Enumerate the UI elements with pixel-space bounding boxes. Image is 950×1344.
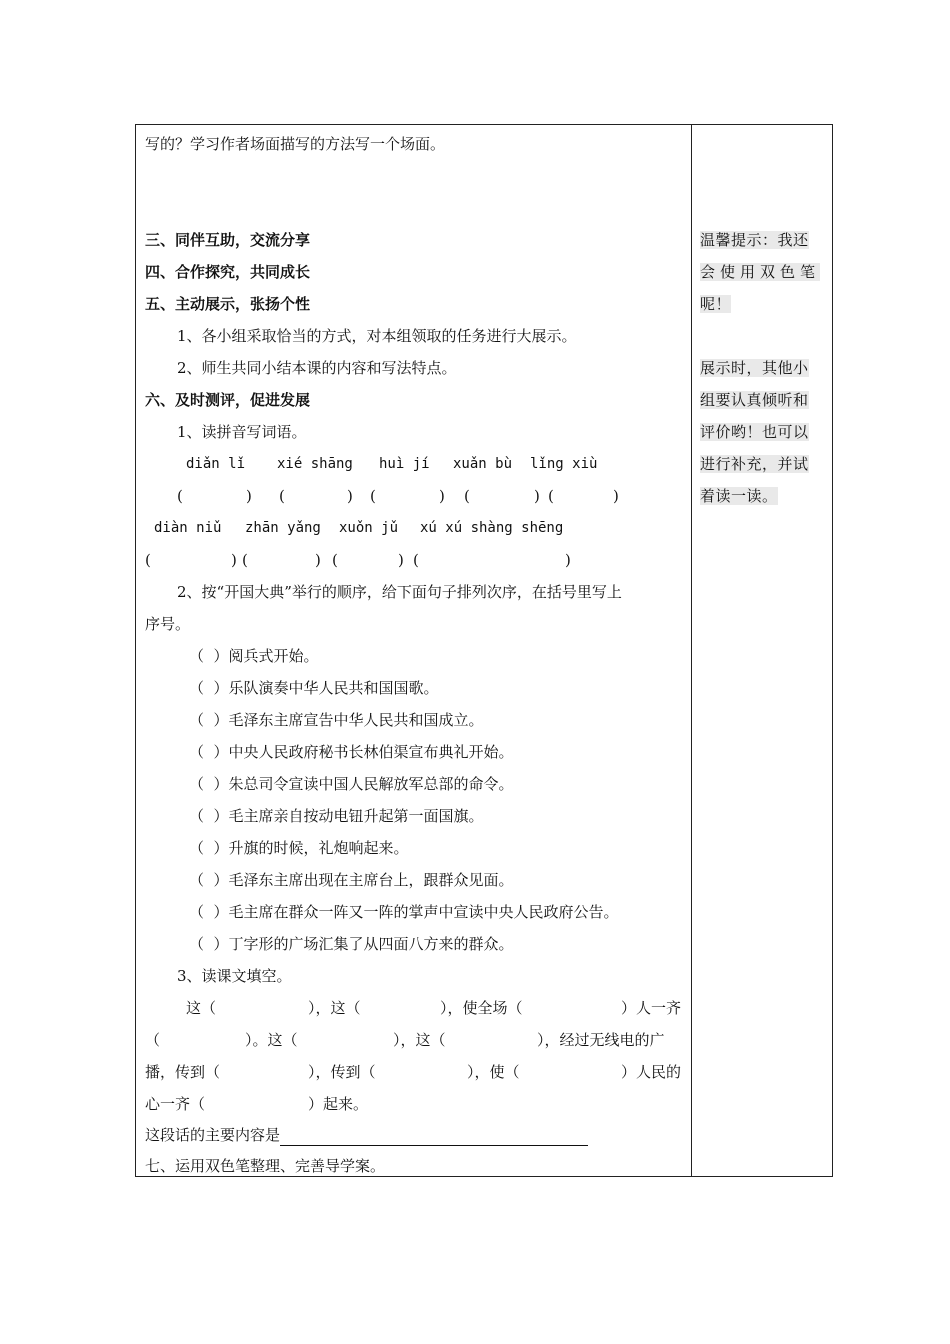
tip-line: 呢！ <box>700 295 732 313</box>
order-item-text: 阅兵式开始。 <box>228 647 319 665</box>
answer-bracket[interactable]: ( <box>332 551 338 569</box>
order-item-text: 乐队演奏中华人民共和国国歌。 <box>228 679 439 697</box>
order-item: （ ）毛泽东主席出现在主席台上，跟群众见面。 <box>189 871 514 889</box>
section-4-heading: 四、合作探究，共同成长 <box>145 263 311 281</box>
fill-blank-text: ）人一齐 <box>621 999 682 1017</box>
pinyin: xú xú shàng shēng <box>420 520 564 536</box>
section-5-item: 1、各小组采取恰当的方式，对本组领取的任务进行大展示。 <box>177 327 577 345</box>
answer-bracket[interactable]: ( <box>177 487 183 505</box>
fill-blank-text: ）人民的 <box>621 1063 682 1081</box>
pinyin: xuǒn jǔ <box>339 520 399 536</box>
order-item: （ ）升旗的时候，礼炮响起来。 <box>189 839 409 857</box>
pinyin: diàn niǔ <box>154 520 222 536</box>
order-item: （ ）毛主席在群众一阵又一阵的掌声中宣读中央人民政府公告。 <box>189 903 619 921</box>
answer-bracket[interactable]: ( <box>548 487 554 505</box>
section-6-heading: 六、及时测评，促进发展 <box>145 391 311 409</box>
fill-blank-text: ），这（ <box>393 1031 446 1049</box>
pinyin: lǐng xiù <box>530 456 598 472</box>
order-item: （ ）朱总司令宣读中国人民解放军总部的命令。 <box>189 775 514 793</box>
answer-bracket[interactable]: ( <box>279 487 285 505</box>
order-item-text: 毛主席在群众一阵又一阵的掌声中宣读中央人民政府公告。 <box>228 903 619 921</box>
answer-bracket: ) <box>315 551 321 569</box>
fill-blank-text: 心一齐（ <box>145 1095 206 1113</box>
tip-line: 会使用双色笔 <box>700 263 821 281</box>
order-item-text: 毛泽东主席宣告中华人民共和国成立。 <box>228 711 484 729</box>
answer-bracket: ) <box>398 551 404 569</box>
fill-blank-text: 播，传到（ <box>145 1063 221 1081</box>
fill-blank-text: ），使全场（ <box>440 999 523 1017</box>
answer-bracket: ) <box>231 551 237 569</box>
summary-label: 这段话的主要内容是 <box>145 1126 281 1144</box>
summary-line <box>145 1124 588 1146</box>
fill-blank-text: ）。这（ <box>245 1031 298 1049</box>
q2-title: 2、按“开国大典”举行的顺序，给下面句子排列次序，在括号里写上 <box>177 583 622 601</box>
fill-blank-text: （ <box>145 1031 161 1049</box>
pinyin: zhān yǎng <box>245 520 321 536</box>
answer-bracket: ) <box>613 487 619 505</box>
order-item: （ ）乐队演奏中华人民共和国国歌。 <box>189 679 439 697</box>
answer-bracket: ) <box>534 487 540 505</box>
fill-blank-text: 这（ <box>186 999 217 1017</box>
answer-bracket[interactable]: ( <box>413 551 419 569</box>
answer-bracket: ) <box>347 487 353 505</box>
order-item-text: 毛泽东主席出现在主席台上，跟群众见面。 <box>228 871 514 889</box>
order-item-text: 丁字形的广场汇集了从四面八方来的群众。 <box>228 935 514 953</box>
answer-bracket[interactable]: ( <box>370 487 376 505</box>
order-item-text: 毛主席亲自按动电钮升起第一面国旗。 <box>228 807 484 825</box>
pinyin: xié shāng <box>277 456 353 472</box>
fill-blank-text: ），经过无线电的广 <box>537 1031 665 1049</box>
order-item: （ ）毛泽东主席宣告中华人民共和国成立。 <box>189 711 484 729</box>
summary-answer-line[interactable] <box>280 1129 588 1146</box>
answer-bracket[interactable]: ( <box>145 551 151 569</box>
fill-blank-text: ），这（ <box>308 999 361 1017</box>
order-item-text: 升旗的时候，礼炮响起来。 <box>228 839 409 857</box>
pinyin: huì jí <box>379 456 430 472</box>
q3-title: 3、读课文填空。 <box>177 967 292 985</box>
section-5-heading: 五、主动展示，张扬个性 <box>145 295 311 313</box>
answer-bracket: ) <box>439 487 445 505</box>
fill-blank-text: ），传到（ <box>308 1063 376 1081</box>
section-3-heading: 三、同伴互助，交流分享 <box>145 231 311 249</box>
order-item: （ ）阅兵式开始。 <box>189 647 319 665</box>
tip-line: 温馨提示：我还 <box>700 231 809 249</box>
section-5-item: 2、师生共同小结本课的内容和写法特点。 <box>177 359 457 377</box>
fill-blank-text: ）起来。 <box>308 1095 369 1113</box>
answer-bracket: ) <box>246 487 252 505</box>
tip-line: 进行补充，并试 <box>700 455 809 473</box>
q2-title: 序号。 <box>145 615 191 633</box>
order-item-text: 中央人民政府秘书长林伯渠宣布典礼开始。 <box>228 743 514 761</box>
tip-line: 着读一读。 <box>700 487 778 505</box>
tip-line: 组要认真倾听和 <box>700 391 809 409</box>
intro-line: 写的？学习作者场面描写的方法写一个场面。 <box>145 135 446 153</box>
order-item: （ ）丁字形的广场汇集了从四面八方来的群众。 <box>189 935 514 953</box>
order-item-text: 朱总司令宣读中国人民解放军总部的命令。 <box>228 775 514 793</box>
tip-line: 展示时，其他小 <box>700 359 809 377</box>
fill-blank-text: ），使（ <box>467 1063 520 1081</box>
answer-bracket[interactable]: ( <box>464 487 470 505</box>
answer-bracket[interactable]: ( <box>242 551 248 569</box>
pinyin: xuǎn bù <box>453 456 513 472</box>
answer-bracket: ) <box>565 551 571 569</box>
order-item: （ ）中央人民政府秘书长林伯渠宣布典礼开始。 <box>189 743 514 761</box>
column-divider <box>691 124 692 1177</box>
order-item: （ ）毛主席亲自按动电钮升起第一面国旗。 <box>189 807 484 825</box>
pinyin: diǎn lǐ <box>186 456 246 472</box>
q1-title: 1、读拼音写词语。 <box>177 423 307 441</box>
section-7-text: 七、运用双色笔整理、完善导学案。 <box>145 1157 386 1175</box>
tip-line: 评价哟！也可以 <box>700 423 809 441</box>
